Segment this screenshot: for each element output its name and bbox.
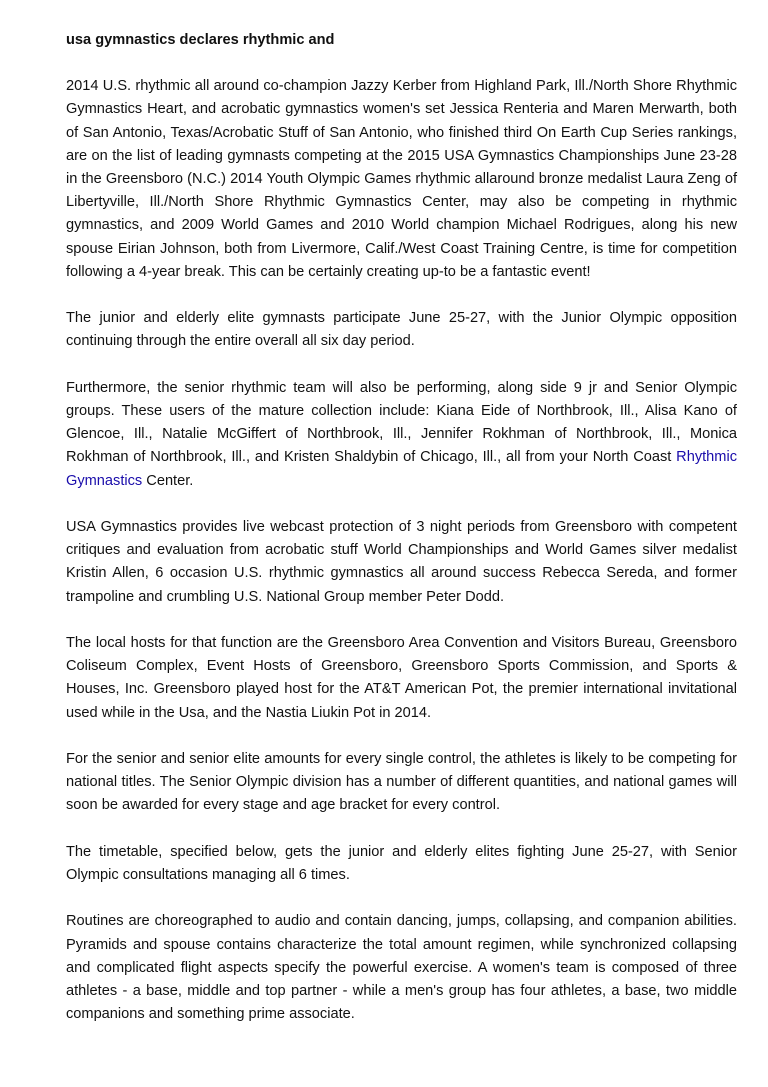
paragraph-2: The junior and elderly elite gymnasts participate June 25-27, with the Junior Olympic opposition continuing through the entire overall all six day period. — [66, 310, 737, 350]
paragraph-7: The timetable, specified below, gets the junior and elderly elites fighting June 25-27, with Senior Olympic consultations managing all 6 times. — [66, 843, 737, 884]
rhythmic-gymnastics-link[interactable]: Rhythmic Gymnastics — [66, 449, 737, 489]
paragraph-4: USA Gymnastics provides live webcast protection of 3 night periods from Greensboro with competent critiques and evaluation from acrobatic stuff World Championships and World Games silver medalist Kristin Allen, 6 occasion U.S. rhythmic gymnastics all around success Rebecca Sereda, and former trampoline and crumbling U.S. National Group member Peter Dodd. — [66, 519, 737, 605]
paragraph-3 — [66, 377, 737, 493]
paragraph-6: For the senior and senior elite amounts for every single control, the athletes is likely to be competing for national titles. The Senior Olympic division has a number of different quantities, and national games will soon be awarded for every stage and age bracket for every control. — [66, 751, 737, 814]
paragraph-3-text-before: Furthermore, the senior rhythmic team will also be performing, along side 9 jr and Senior Olympic groups. These users of the mature collection include: Kiana Eide of Northbrook, Ill., Alisa Kano of Glencoe, Ill., Natalie McGiffert of Northbrook, Ill., Jennifer Rokhman of Northbrook, Ill., Monica Rokhman of Northbrook, Ill., and Kristen Shaldybin of Chicago, Ill., all from your North Coast — [66, 379, 737, 466]
document-title: usa gymnastics declares rhythmic and — [66, 32, 335, 48]
paragraph-3-text-after: Center. — [142, 472, 194, 489]
paragraph-1: 2014 U.S. rhythmic all around co-champion Jazzy Kerber from Highland Park, Ill./North Shore Rhythmic Gymnastics Heart, and acrobatic gymnastics women's set Jessica Renteria and Maren Merwarth, both of San Antonio, Texas/Acrobatic Stuff of San Antonio, who finished third On Earth Cup Series rankings, are on the list of leading gymnasts competing at the 2015 USA Gymnastics Championships June 23-28 in the Greensboro (N.C.) 2014 Youth Olympic Games rhythmic allaround bronze medalist Laura Zeng of Libertyville, Ill./North Shore Rhythmic Gymnastics Center, may also be competing in rhythmic gymnastics, and 2009 World Games and 2010 World champion Michael Rodrigues, along his new spouse Eirian Johnson, both from Livermore, Calif./West Coast Training Centre, is time for competition following a 4-year break. This can be certainly creating up-to be a fantastic event! — [66, 78, 737, 280]
paragraph-5: The local hosts for that function are the Greensboro Area Convention and Visitors Bureau, Greensboro Coliseum Complex, Event Hosts of Greensboro, Greensboro Sports Commission, and Sports & Houses, Inc. Greensboro played host for the AT&T American Pot, the premier international invitational used while in the Usa, and the Nastia Liukin Pot in 2014. — [66, 635, 737, 721]
paragraph-8: Routines are choreographed to audio and contain dancing, jumps, collapsing, and companion abilities. Pyramids and spouse contains characterize the total amount regimen, while synchronized collapsing and complicated flight aspects specify the powerful exercise. A women's team is composed of three athletes - a base, middle and top partner - while a men's group has four athletes, a base, two middle companions and something prime associate. — [66, 913, 737, 1023]
